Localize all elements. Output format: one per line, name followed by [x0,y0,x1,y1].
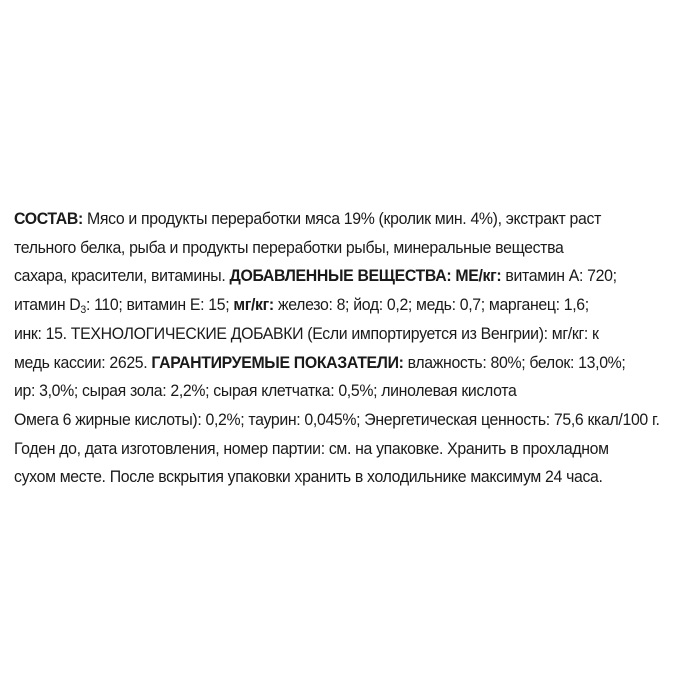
additives-heading: ДОБАВЛЕННЫЕ ВЕЩЕСТВА: МЕ/кг: [229,266,502,286]
text-line-10 [14,463,646,492]
vitamin-a-text: витамин А: 720; [501,266,617,286]
storage-part-2: сухом месте. После вскрытия упаковки хранить в холодильнике максимум 24 часа. [14,467,603,487]
composition-heading: СОСТАВ: [14,209,83,228]
guaranteed-part-3: Омега 6 жирные кислоты): 0,2%; таурин: 0,045%; Энергетическая ценность: 75,6 ккал/100 г. [14,409,660,429]
composition-text-part-1: Мясо и продукты переработки мяса 19% (кролик мин. 4%), экстракт раст [82,209,601,228]
guaranteed-heading: ГАРАНТИРУЕМЫЕ ПОКАЗАТЕЛИ: [151,352,404,372]
text-line-6 [14,349,646,378]
minerals-part-1: железо: 8; йод: 0,2; медь: 0,7; марганец: 1,6; [273,295,589,315]
vitamin-d-subscript: 3 [80,304,86,317]
text-line-1 [14,205,646,234]
minerals-part-2: инк: 15. ТЕХНОЛОГИЧЕСКИЕ ДОБАВКИ (Если импортируется из Венгрии): мг/кг: к [14,323,599,343]
vitamin-d-text: итамин D [14,295,81,315]
text-line-7 [14,377,646,406]
minerals-part-3: медь кассии: 2625. [14,352,152,372]
ingredients-label-text [14,205,660,492]
text-line-4 [14,291,646,320]
composition-text-part-2: тельного белка, рыба и продукты переработки рыбы, минеральные вещества [14,237,564,257]
guaranteed-part-2: ир: 3,0%; сырая зола: 2,2%; сырая клетчатка: 0,5%; линолевая кислота [14,381,517,401]
text-line-5 [14,320,646,349]
vitamin-d-e-text: : 110; витамин Е: 15; [85,295,234,315]
guaranteed-part-1: влажность: 80%; белок: 13,0%; [403,352,626,372]
composition-text-part-3: сахара, красители, витамины. [14,266,230,286]
text-line-3 [14,262,646,291]
mg-heading: мг/кг: [233,295,274,315]
text-line-9 [14,435,646,464]
text-line-8 [14,406,660,435]
storage-part-1: Годен до, дата изготовления, номер партии: см. на упаковке. Хранить в прохладном [14,438,609,458]
text-line-2 [14,234,646,263]
